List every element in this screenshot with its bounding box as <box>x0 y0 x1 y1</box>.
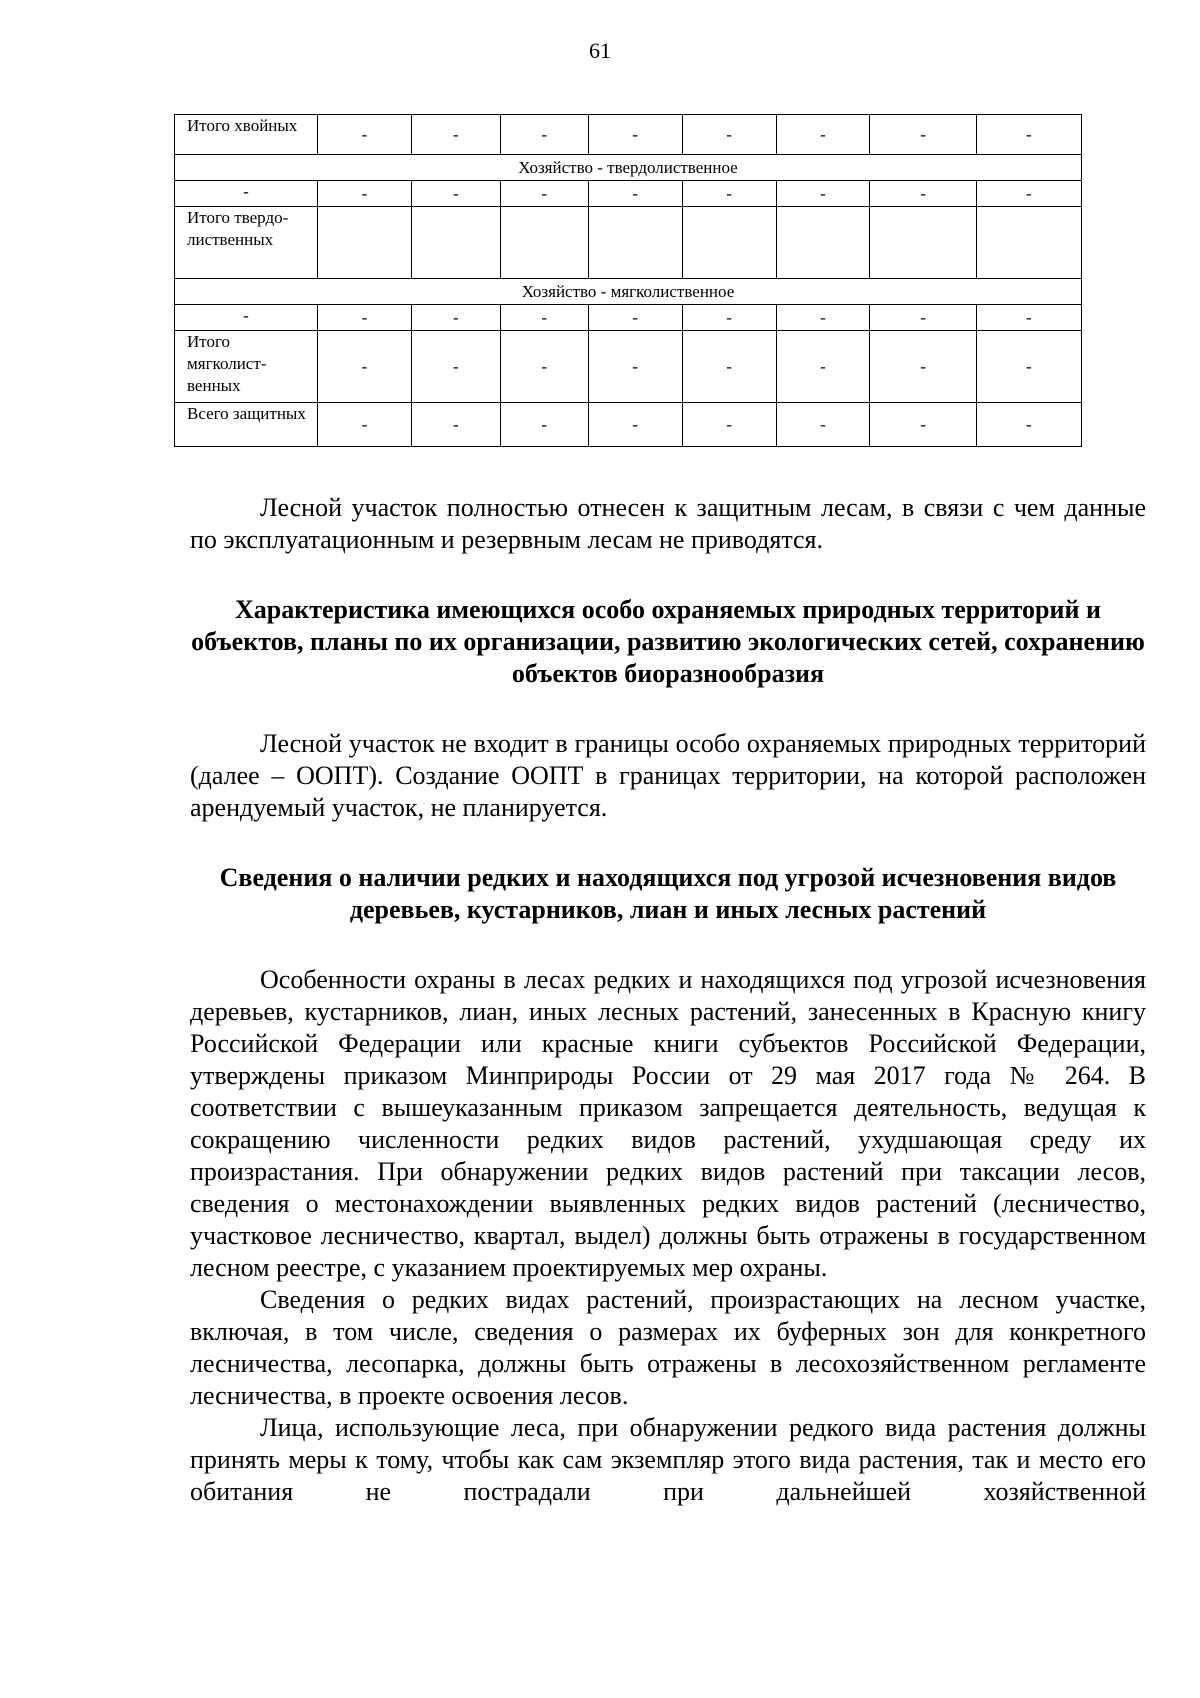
table-cell: - <box>870 331 976 403</box>
table-section-row <box>175 279 1082 305</box>
table-cell: - <box>500 181 588 207</box>
table-cell: - <box>682 115 776 155</box>
row-label: Всего защитных <box>175 403 318 447</box>
table-cell: - <box>976 305 1081 331</box>
table-cell: - <box>317 181 411 207</box>
table-cell: - <box>776 403 870 447</box>
table-cell: - <box>682 403 776 447</box>
table-cell: - <box>588 331 682 403</box>
table-cell: - <box>411 331 500 403</box>
table-cell: - <box>411 305 500 331</box>
row-label: - <box>175 305 318 331</box>
table-cell <box>411 207 500 279</box>
table-cell: - <box>411 403 500 447</box>
table-cell: - <box>588 181 682 207</box>
row-label: - <box>175 181 318 207</box>
paragraph: Лесной участок не входит в границы особо охраняемых природных территорий (далее – ООПТ). Создание ООПТ в границах территории, на которой расположен арендуемый участок, не планируется. <box>190 729 1146 822</box>
table-cell <box>870 207 976 279</box>
table-section-row <box>175 155 1082 181</box>
table-cell: - <box>317 403 411 447</box>
table-row <box>175 403 1082 447</box>
table-cell <box>500 207 588 279</box>
table-row <box>175 115 1082 155</box>
table-cell: - <box>588 403 682 447</box>
table-cell: - <box>976 403 1081 447</box>
table-cell: - <box>682 181 776 207</box>
table-cell: - <box>500 305 588 331</box>
table-cell: - <box>776 305 870 331</box>
table-cell: - <box>411 181 500 207</box>
table-cell: - <box>588 115 682 155</box>
table-cell: - <box>411 115 500 155</box>
table-cell: - <box>588 305 682 331</box>
table-cell <box>976 207 1081 279</box>
table-cell: - <box>500 403 588 447</box>
table-row <box>175 207 1082 279</box>
table-cell <box>682 207 776 279</box>
table-cell: - <box>317 331 411 403</box>
table-cell: - <box>500 115 588 155</box>
section-label: Хозяйство - мягколиственное <box>175 279 1082 305</box>
table-cell: - <box>776 115 870 155</box>
row-label: Итого мягколист- венных <box>175 331 318 403</box>
table-cell <box>317 207 411 279</box>
table-cell <box>776 207 870 279</box>
page-number: 61 <box>589 38 611 63</box>
table-row <box>175 305 1082 331</box>
row-label: Итого твердо- лиственных <box>175 207 318 279</box>
forest-table <box>174 114 1082 447</box>
table-cell: - <box>317 305 411 331</box>
table-cell: - <box>776 181 870 207</box>
table-cell: - <box>500 331 588 403</box>
paragraph: Лесной участок полностью отнесен к защитным лесам, в связи с чем данные по эксплуатационным и резервным лесам не приводятся. <box>190 493 1146 554</box>
row-label: Итого хвойных <box>175 115 318 155</box>
table-cell <box>588 207 682 279</box>
table-cell: - <box>976 115 1081 155</box>
table-cell: - <box>682 305 776 331</box>
section-label: Хозяйство - твердолиственное <box>175 155 1082 181</box>
table-cell: - <box>317 115 411 155</box>
table-cell: - <box>870 115 976 155</box>
paragraph: Сведения о редких видах растений, произрастающих на лесном участке, включая, в том числе, сведения о размерах их буферных зон для конкретного лесничества, лесопарка, должны быть отражены в лесохозяйственном регламенте лесничества, в проекте освоения лесов. <box>190 1285 1146 1410</box>
paragraph: Лица, использующие леса, при обнаружении редкого вида растения должны принять меры к тому, чтобы как сам экземпляр этого вида растения, так и место его обитания не пострадали при дальнейшей хозяйственной <box>190 1413 1146 1506</box>
table-cell: - <box>682 331 776 403</box>
table-cell: - <box>870 305 976 331</box>
section-heading: Характеристика имеющихся особо охраняемых природных территорий и объектов, планы по их организации, развитию экологических сетей, сохранению объектов биоразнообразия <box>191 595 1145 688</box>
table-cell: - <box>776 331 870 403</box>
table-cell: - <box>870 403 976 447</box>
document-body <box>190 492 1146 1508</box>
section-heading: Сведения о наличии редких и находящихся под угрозой исчезновения видов деревьев, кустарников, лиан и иных лесных растений <box>219 863 1117 924</box>
table-row <box>175 331 1082 403</box>
table-row <box>175 181 1082 207</box>
table-cell: - <box>976 331 1081 403</box>
table-cell: - <box>870 181 976 207</box>
table-cell: - <box>976 181 1081 207</box>
paragraph: Особенности охраны в лесах редких и находящихся под угрозой исчезновения деревьев, кустарников, лиан, иных лесных растений, занесенных в Красную книгу Российской Федерации или красные книги субъектов Российской Федерации, утверждены приказом Минприроды России от 29 мая 2017 года № 264. В соответствии с вышеуказанным приказом запрещается деятельность, ведущая к сокращению численности редких видов растений, ухудшающая среду их произрастания. При обнаружении редких видов растений при таксации лесов, сведения о местонахождении выявленных редких видов растений (лесничество, участковое лесничество, квартал, выдел) должны быть отражены в государственном лесном реестре, с указанием проектируемых мер охраны. <box>190 965 1146 1282</box>
